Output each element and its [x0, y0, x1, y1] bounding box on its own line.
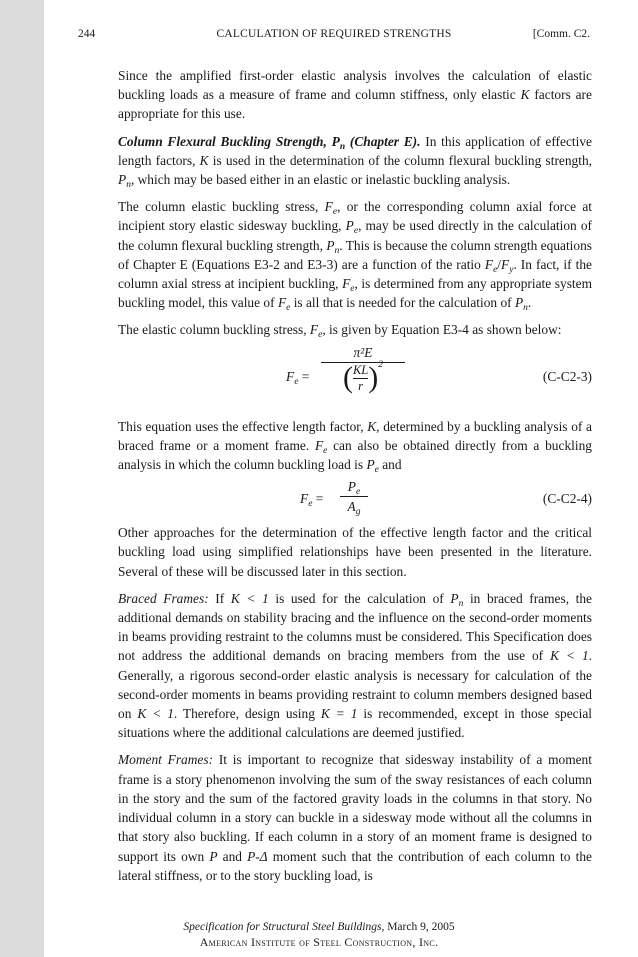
paragraph-braced-frames: Braced Frames: If K < 1 is used for the calculation of $P_n$ in braced frames, the additional demands on stability bracing and the influence on the second-order moments in beams providing restraint to the columns must be considered. This Specification does not address the additional demands on bracing members from the use of K < 1. Generally, a rigorous second-order elastic analysis is necessary for calculation of the second-order moments in beams providing restraint to column members designed based on K < 1. Therefore, design using K = 1 is recommended, except in those special situations where the additional calculations are deemed justified.	[118, 590, 593, 741]
running-header	[78, 26, 590, 42]
equation-lhs: $F_e$ =	[286, 368, 310, 387]
paragraph-column-flexural-buckling: Column Flexural Buckling Strength, $P_n$ (Chapter E). In this application of effective length factors, K is used in the determination of the column flexural buckling strength, $P_n$, which may be based either in an elastic or inelastic buckling analysis.	[118, 133, 592, 191]
paragraph-amplified-analysis: Since the amplified first-order elastic analysis involves the calculation of elastic buckling loads as a measure of frame and column stiffness, only elastic K factors are appropriate for this use.	[118, 68, 592, 122]
paragraph-moment-frames: Moment Frames: It is important to recognize that sidesway instability of a moment frame is a story phenomenon involving the sum of the sway resistances of each column in the story and the sum of the factored gravity loads in the columns in that story. No individual column in a story can buckle in a sidesway mode without all the columns in that story also buckling. If each column in a story of an moment frame is designed to support its own P and P-Δ moment such that the contribution of each column to the lateral stiffness, or to the story buckling load, is	[118, 752, 592, 883]
paragraph-other-approaches: Other approaches for the determination of the effective length factor and the critical buckling load using simplified relationships have been presented in the literature. Several of these will be discussed later in this section.	[118, 525, 592, 579]
page-margin-strip	[0, 0, 44, 957]
running-footer	[0, 920, 638, 950]
running-title: CALCULATION OF REQUIRED STRENGTHS	[216, 28, 452, 40]
equation-number: (C-C2-4)	[542, 491, 592, 507]
equation-c-c2-3	[118, 343, 592, 413]
equation-denominator: ( $\frac{KL}{r}$ ) 2	[342, 359, 384, 395]
equation-fraction	[321, 343, 405, 394]
subheading-moment-frames: Moment Frames:	[118, 752, 214, 768]
equation-fraction	[340, 477, 368, 516]
equation-lhs: $F_e$ =	[300, 491, 324, 510]
footer-publisher: American Institute of Steel Construction, Inc.	[199, 935, 439, 949]
subheading-braced-frames: Braced Frames:	[118, 590, 209, 606]
equation-numerator: $P_e$	[347, 479, 361, 498]
paragraph-effective-length: This equation uses the effective length factor, K, determined by a buckling analysis of a braced frame or a moment frame. $F_e$ can also be obtained directly from a buckling analysis in which the column buckling load is $P_e$ and	[118, 418, 592, 476]
paragraph-equation-intro: The elastic column buckling stress, $F_e$, is given by Equation E3-4 as shown below:	[118, 322, 562, 341]
equation-numerator: π²E	[353, 344, 373, 360]
equation-number: (C-C2-3)	[542, 368, 592, 384]
footer-specification: Specification for Structural Steel Buildings, March 9, 2005	[183, 921, 455, 933]
paragraph-elastic-buckling-stress: The column elastic buckling stress, $F_e$, or the corresponding column axial force at incipient story elastic sidesway buckling, $P_e$, may be used directly in the calculation of the column flexural buckling strength, $P_n$. This is because the column strength equations of Chapter E (Equations E3-2 and E3-3) are a function of the ratio $F_e/F_y$. In fact, if the column axial stress at incipient buckling, $F_e$, is determined from any appropriate system buckling model, this value of $F_e$ is all that is needed for the calculation of $P_n$.	[118, 199, 593, 314]
equation-denominator: $A_g$	[347, 499, 361, 518]
equation-c-c2-4	[118, 477, 592, 521]
page-body	[118, 66, 592, 893]
section-heading-column-flexural: Column Flexural Buckling Strength, $P_n$ (Chapter E).	[118, 133, 421, 152]
page-number: 244	[78, 28, 96, 40]
section-reference: [Comm. C2.	[532, 28, 590, 40]
